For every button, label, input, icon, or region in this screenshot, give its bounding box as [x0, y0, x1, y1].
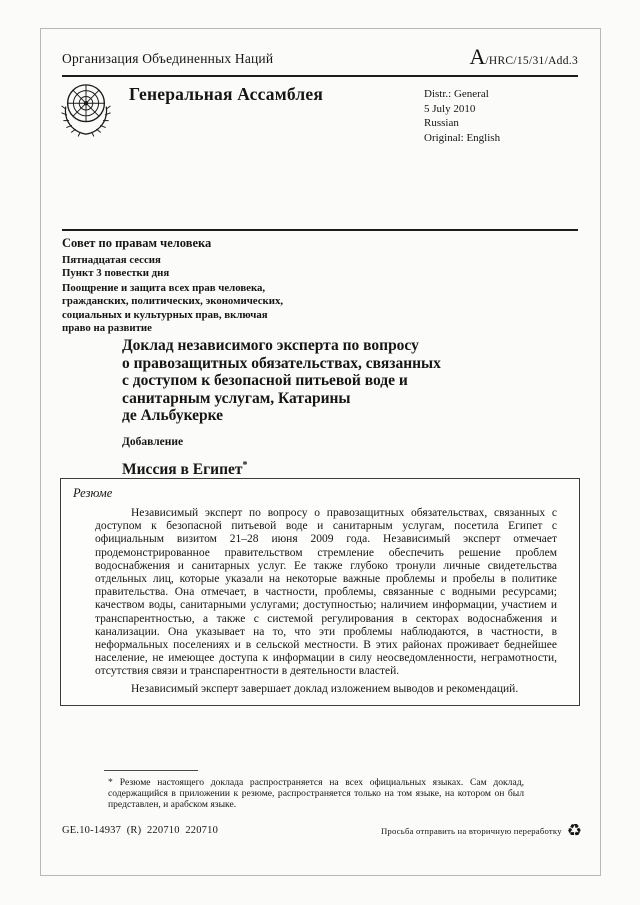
summary-paragraphs — [95, 507, 557, 696]
report-title-line: с доступом к безопасной питьевой воде и — [122, 372, 408, 389]
council-name: Совет по правам человека — [62, 236, 212, 250]
summary-paragraph: Независимый эксперт по вопросу о правозащитных обязательствах, связанных с доступом к безопасной питьевой воде и санитарным услугам, посетила Египет с официальным визитом 21–28 июня 2009 года. Независимый эксперт отмечает продемонстрированное правительством стремление обеспечить решение проблем водоснабжения и санитарных услуг. Ее также глубоко тронули личные свидетельства отдельных лиц, которые указали на некоторые важные проблемы и пробелы в политике правительства. Она отмечает, в частности, проблемы, связанные с водными ресурсами; качеством воды, санитарными услугами; доступностью; наличием информации, участием и транспарентностью, а также с системой регулирования в секторах водоснабжения и канализации. Она указывает на то, что эти проблемы наблюдаются, в частности, в неформальных поселениях и в сельской местности. В этих районах проживает беднейшее население, не имеющее доступа к информации в силу неосведомленности, неграмотности, отсутствия связи и транспарентности в деятельности властей. — [95, 507, 557, 678]
assembly-title: Генеральная Ассамблея — [129, 84, 323, 104]
summary-paragraph: Независимый эксперт завершает доклад изложением выводов и рекомендаций. — [131, 682, 519, 695]
session-block — [62, 236, 312, 335]
report-title-line: о правозащитных обязательствах, связанных — [122, 354, 441, 372]
agenda-title — [62, 282, 312, 336]
agenda-title-line: социальных и культурных прав, включая — [62, 308, 268, 321]
report-title-line: де Альбукерке — [122, 407, 224, 424]
report-title — [122, 337, 532, 425]
footnote-marker: * — [108, 777, 113, 788]
document-symbol-rest: /HRC/15/31/Add.3 — [485, 55, 578, 67]
document-symbol-letter: A — [469, 44, 486, 69]
summary-title: Резюме — [73, 486, 113, 500]
summary-box — [60, 478, 580, 706]
agenda-title-line: гражданских, политических, экономических, — [62, 295, 284, 308]
document-symbol — [469, 44, 578, 70]
footnote-text: Резюме настоящего доклада распространяется на всех официальных языках. Сам доклад, содержащийся в приложении к резюме, распространяется только на том языке, на котором он был представлен, и арабском языке. — [108, 777, 524, 810]
distr-line: Original: English — [424, 131, 501, 144]
document-number: GE.10-14937 (R) 220710 220710 — [62, 825, 219, 836]
agenda-title-line: Поощрение и защита всех прав человека, — [62, 281, 266, 294]
distribution-block — [424, 87, 500, 145]
report-title-line: санитарным услугам, Катарины — [122, 389, 351, 407]
header-rule — [62, 75, 578, 77]
agenda-title-line: право на развитие — [62, 322, 152, 335]
mission-title-text: Миссия в Египет — [122, 460, 243, 478]
session-number: Пятнадцатая сессия — [62, 254, 161, 266]
distr-line: Russian — [424, 117, 459, 130]
recycle-text: Просьба отправить на вторичную переработку — [380, 825, 562, 836]
footnote — [108, 777, 524, 810]
title-block — [122, 337, 532, 479]
report-title-line: Доклад независимого эксперта по вопросу — [122, 337, 419, 354]
distr-line: 5 July 2010 — [424, 102, 476, 115]
distr-line: Distr.: General — [424, 88, 489, 100]
mission-footnote-marker: * — [242, 459, 248, 471]
footnote-separator — [104, 770, 198, 771]
addendum-label: Добавление — [122, 435, 184, 448]
mission-title — [122, 460, 532, 479]
org-name: Организация Объединенных Наций — [62, 51, 274, 66]
un-emblem-icon — [57, 79, 115, 141]
recycle-note — [381, 822, 582, 839]
agenda-item: Пункт 3 повестки дня — [62, 267, 170, 280]
section-rule — [62, 229, 578, 231]
recycle-icon: ♻ — [566, 821, 582, 840]
